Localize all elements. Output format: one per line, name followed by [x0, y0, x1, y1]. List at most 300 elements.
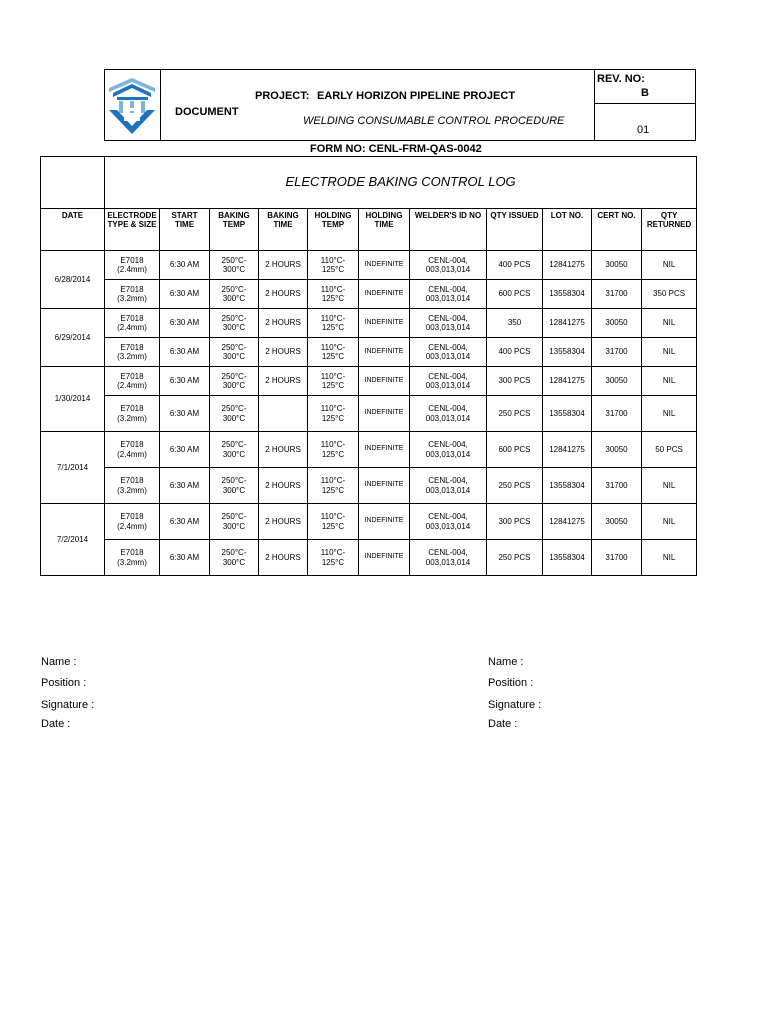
baking-temp-cell-text: 250°C-	[221, 548, 247, 558]
lot-no-cell	[543, 367, 592, 396]
baking-temp-cell	[210, 338, 259, 367]
baking-time-cell	[259, 540, 308, 576]
start-time-cell-text: 6:30 AM	[169, 408, 200, 418]
holding-temp-cell-text: 125°C	[321, 413, 345, 423]
qty-issued-cell-text: 600 PCS	[498, 289, 531, 299]
date-cell	[41, 251, 105, 309]
welder-id-cell-text: CENL-004,	[428, 255, 468, 265]
qty-issued-cell	[487, 309, 543, 338]
welder-id-cell-text: 003,013,014	[425, 485, 471, 495]
holding-temp-cell-text: 125°C	[321, 381, 345, 390]
cert-no-cell	[592, 251, 642, 280]
qty-issued-cell	[487, 432, 543, 468]
baking-temp-cell-text: 300°C	[222, 352, 246, 361]
holding-temp-cell	[308, 338, 359, 367]
qty-issued-cell	[487, 540, 543, 576]
welder-id-cell-text: 003,013,014	[425, 381, 471, 390]
holding-temp-cell	[308, 280, 359, 309]
baking-temp-cell	[210, 367, 259, 396]
holding-time-cell	[359, 396, 410, 432]
baking-temp-cell-text: 250°C-	[221, 313, 247, 323]
project-name: EARLY HORIZON PIPELINE PROJECT	[317, 90, 516, 102]
electrode-cell-text: E7018	[120, 404, 144, 414]
holding-temp-cell-text: 110°C-	[320, 342, 346, 352]
lot-no-cell	[543, 504, 592, 540]
electrode-cell-text: E7018	[120, 548, 144, 558]
start-time-cell-text: 6:30 AM	[169, 347, 200, 357]
electrode-cell-text: E7018	[120, 342, 144, 352]
welder-id-cell-text: 003,013,014	[425, 265, 471, 274]
qty-issued-cell-text: 400 PCS	[498, 260, 531, 270]
left-date-label: Date :	[41, 718, 71, 730]
welder-id-cell	[410, 468, 487, 504]
qty-returned-cell	[642, 396, 697, 432]
lot-no-cell	[543, 251, 592, 280]
qty-returned-cell-text: NIL	[662, 376, 676, 386]
electrode-cell-text: (3.2mm)	[117, 352, 147, 361]
right-date-label: Date :	[488, 718, 518, 730]
holding-temp-cell-text: 110°C-	[320, 548, 346, 558]
column-header: BAKING TIME	[259, 209, 308, 251]
baking-temp-cell-text: 300°C	[222, 294, 246, 303]
qty-issued-cell-text: 350	[507, 318, 522, 328]
welder-id-cell-text: 003,013,014	[425, 323, 471, 332]
baking-temp-cell-text: 300°C	[222, 265, 246, 274]
date-cell-text: 1/30/2014	[54, 394, 91, 404]
qty-issued-cell	[487, 468, 543, 504]
qty-returned-cell-text: NIL	[662, 552, 676, 562]
electrode-cell-text: E7018	[120, 371, 144, 381]
holding-temp-cell-text: 110°C-	[320, 313, 346, 323]
column-header: START TIME	[160, 209, 210, 251]
holding-temp-cell-text: 125°C	[321, 265, 345, 274]
holding-temp-cell	[308, 396, 359, 432]
qty-returned-cell	[642, 280, 697, 309]
lot-no-cell	[543, 309, 592, 338]
lot-no-cell-text: 12841275	[549, 318, 585, 328]
electrode-cell-text: (2.4mm)	[117, 381, 147, 390]
baking-time-cell-text: 2 HOURS	[265, 347, 301, 357]
baking-temp-cell-text: 250°C-	[221, 440, 247, 450]
qty-issued-cell	[487, 504, 543, 540]
lot-no-cell-text: 13558304	[549, 408, 585, 418]
welder-id-cell-text: CENL-004,	[428, 284, 468, 294]
lot-no-cell-text: 12841275	[549, 376, 585, 386]
cert-no-cell-text: 30050	[605, 260, 628, 270]
baking-temp-cell	[210, 309, 259, 338]
qty-issued-cell-text: 400 PCS	[498, 347, 531, 357]
baking-temp-cell-text: 300°C	[222, 485, 246, 495]
holding-time-cell-text: INDEFINITE	[364, 517, 404, 525]
page-value: 01	[637, 124, 650, 136]
electrode-cell	[105, 338, 160, 367]
lot-no-cell-text: 12841275	[549, 260, 585, 270]
electrode-cell-text: E7018	[120, 313, 144, 323]
baking-time-cell	[259, 367, 308, 396]
column-header: LOT NO.	[543, 209, 592, 251]
welder-id-cell-text: CENL-004,	[428, 313, 468, 323]
column-header: HOLDING TEMP	[308, 209, 359, 251]
baking-temp-cell	[210, 468, 259, 504]
baking-time-cell	[259, 396, 308, 432]
electrode-cell	[105, 468, 160, 504]
qty-returned-cell-text: NIL	[662, 408, 676, 418]
baking-temp-cell-text: 300°C	[222, 323, 246, 332]
baking-temp-cell-text: 250°C-	[221, 255, 247, 265]
date-cell-text: 7/1/2014	[56, 462, 89, 472]
holding-temp-cell-text: 110°C-	[320, 512, 346, 522]
right-position-label: Position :	[488, 677, 534, 689]
welder-id-cell-text: CENL-004,	[428, 476, 468, 486]
holding-temp-cell-text: 110°C-	[320, 371, 346, 381]
holding-time-cell-text: INDEFINITE	[364, 347, 404, 355]
cert-no-cell-text: 30050	[605, 516, 628, 526]
welder-id-cell	[410, 504, 487, 540]
electrode-cell	[105, 396, 160, 432]
electrode-cell-text: (3.2mm)	[117, 413, 147, 423]
holding-temp-cell	[308, 540, 359, 576]
qty-issued-cell-text: 600 PCS	[498, 444, 531, 454]
welder-id-cell	[410, 338, 487, 367]
welder-id-cell-text: 003,013,014	[425, 557, 471, 567]
holding-time-cell-text: INDEFINITE	[364, 481, 404, 489]
document-header	[104, 69, 696, 141]
holding-temp-cell	[308, 468, 359, 504]
start-time-cell	[160, 280, 210, 309]
holding-temp-cell	[308, 367, 359, 396]
holding-temp-cell-text: 125°C	[321, 557, 345, 567]
holding-time-cell	[359, 540, 410, 576]
lot-no-cell-text: 13558304	[549, 289, 585, 299]
welder-id-cell-text: 003,013,014	[425, 352, 471, 361]
lot-no-cell-text: 12841275	[549, 516, 585, 526]
table-row	[41, 432, 697, 468]
qty-returned-cell-text: NIL	[662, 347, 676, 357]
welder-id-cell-text: CENL-004,	[428, 371, 468, 381]
date-cell-text: 6/28/2014	[54, 274, 91, 284]
start-time-cell-text: 6:30 AM	[169, 552, 200, 562]
header-row	[41, 209, 697, 251]
holding-time-cell-text: INDEFINITE	[364, 553, 404, 561]
baking-time-cell-text: 2 HOURS	[265, 318, 301, 328]
qty-issued-cell	[487, 251, 543, 280]
project-label: PROJECT:	[255, 90, 310, 102]
holding-temp-cell-text: 125°C	[321, 521, 345, 531]
column-header: CERT NO.	[592, 209, 642, 251]
holding-time-cell-text: INDEFINITE	[364, 445, 404, 453]
baking-temp-cell-text: 300°C	[222, 449, 246, 459]
holding-time-cell	[359, 468, 410, 504]
table-row	[41, 338, 697, 367]
start-time-cell	[160, 432, 210, 468]
holding-time-cell-text: INDEFINITE	[364, 289, 404, 297]
cert-no-cell	[592, 309, 642, 338]
qty-returned-cell	[642, 309, 697, 338]
qty-issued-cell-text: 300 PCS	[498, 376, 531, 386]
baking-time-cell	[259, 338, 308, 367]
electrode-cell	[105, 504, 160, 540]
holding-temp-cell	[308, 251, 359, 280]
electrode-cell-text: (2.4mm)	[117, 323, 147, 332]
welder-id-cell-text: CENL-004,	[428, 404, 468, 414]
electrode-cell	[105, 432, 160, 468]
cert-no-cell	[592, 280, 642, 309]
qty-returned-cell	[642, 367, 697, 396]
cert-no-cell-text: 31700	[605, 289, 628, 299]
baking-time-cell	[259, 432, 308, 468]
holding-time-cell-text: INDEFINITE	[364, 318, 404, 326]
lot-no-cell-text: 13558304	[549, 480, 585, 490]
qty-returned-cell-text: NIL	[662, 480, 676, 490]
baking-time-cell	[259, 504, 308, 540]
holding-time-cell-text: INDEFINITE	[364, 409, 404, 417]
baking-time-cell-text: 2 HOURS	[265, 552, 301, 562]
column-header: HOLDING TIME	[359, 209, 410, 251]
date-cell-text: 6/29/2014	[54, 332, 91, 342]
holding-temp-cell-text: 110°C-	[320, 404, 346, 414]
right-signature-label: Signature :	[488, 699, 542, 711]
baking-time-cell-text: 2 HOURS	[265, 260, 301, 270]
welder-id-cell	[410, 309, 487, 338]
lot-no-cell	[543, 338, 592, 367]
start-time-cell-text: 6:30 AM	[169, 376, 200, 386]
qty-returned-cell	[642, 540, 697, 576]
electrode-cell-text: E7018	[120, 476, 144, 486]
welder-id-cell-text: CENL-004,	[428, 342, 468, 352]
baking-temp-cell-text: 250°C-	[221, 371, 247, 381]
date-cell	[41, 432, 105, 504]
rev-value: B	[641, 87, 649, 99]
baking-time-cell-text: 2 HOURS	[265, 444, 301, 454]
start-time-cell	[160, 251, 210, 280]
holding-temp-cell-text: 110°C-	[320, 284, 346, 294]
table-row	[41, 280, 697, 309]
lot-no-cell	[543, 396, 592, 432]
baking-temp-cell-text: 250°C-	[221, 476, 247, 486]
start-time-cell	[160, 540, 210, 576]
baking-temp-cell-text: 250°C-	[221, 342, 247, 352]
cert-no-cell	[592, 367, 642, 396]
holding-temp-cell-text: 125°C	[321, 352, 345, 361]
cert-no-cell	[592, 468, 642, 504]
qty-issued-cell	[487, 396, 543, 432]
baking-temp-cell-text: 250°C-	[221, 512, 247, 522]
welder-id-cell-text: CENL-004,	[428, 440, 468, 450]
qty-returned-cell	[642, 504, 697, 540]
baking-temp-cell	[210, 280, 259, 309]
baking-time-cell	[259, 468, 308, 504]
date-cell	[41, 367, 105, 432]
baking-time-cell-text: 2 HOURS	[265, 376, 301, 386]
column-header: DATE	[41, 209, 105, 251]
start-time-cell	[160, 367, 210, 396]
qty-returned-cell-text: NIL	[662, 260, 676, 270]
electrode-cell-text: (3.2mm)	[117, 485, 147, 495]
baking-time-cell-text: 2 HOURS	[265, 516, 301, 526]
electrode-cell	[105, 540, 160, 576]
start-time-cell	[160, 468, 210, 504]
document-label: DOCUMENT	[175, 106, 239, 118]
start-time-cell	[160, 396, 210, 432]
electrode-cell-text: E7018	[120, 512, 144, 522]
qty-returned-cell	[642, 468, 697, 504]
baking-temp-cell-text: 300°C	[222, 381, 246, 390]
electrode-cell-text: (3.2mm)	[117, 557, 147, 567]
start-time-cell	[160, 309, 210, 338]
start-time-cell	[160, 504, 210, 540]
holding-temp-cell-text: 125°C	[321, 449, 345, 459]
baking-temp-cell	[210, 432, 259, 468]
holding-time-cell	[359, 504, 410, 540]
baking-temp-cell-text: 250°C-	[221, 284, 247, 294]
start-time-cell-text: 6:30 AM	[169, 516, 200, 526]
welder-id-cell-text: 003,013,014	[425, 294, 471, 303]
baking-temp-cell-text: 300°C	[222, 413, 246, 423]
qty-returned-cell	[642, 432, 697, 468]
welder-id-cell	[410, 540, 487, 576]
lot-no-cell	[543, 280, 592, 309]
holding-temp-cell-text: 125°C	[321, 485, 345, 495]
holding-time-cell	[359, 251, 410, 280]
electrode-cell	[105, 251, 160, 280]
electrode-cell-text: (2.4mm)	[117, 265, 147, 274]
electrode-cell	[105, 367, 160, 396]
qty-returned-cell-text: 350 PCS	[653, 289, 686, 299]
cert-no-cell	[592, 504, 642, 540]
welder-id-cell	[410, 396, 487, 432]
welder-id-cell-text: CENL-004,	[428, 512, 468, 522]
lot-no-cell	[543, 540, 592, 576]
table-row	[41, 540, 697, 576]
welder-id-cell	[410, 367, 487, 396]
electrode-cell	[105, 280, 160, 309]
baking-temp-cell-text: 250°C-	[221, 404, 247, 414]
cert-no-cell-text: 31700	[605, 347, 628, 357]
baking-time-cell	[259, 251, 308, 280]
table-row	[41, 309, 697, 338]
document-title: WELDING CONSUMABLE CONTROL PROCEDURE	[303, 115, 565, 127]
holding-temp-cell-text: 110°C-	[320, 440, 346, 450]
holding-time-cell	[359, 280, 410, 309]
qty-returned-cell-text: NIL	[662, 318, 676, 328]
electrode-baking-table	[40, 156, 697, 576]
column-header: QTY RETURNED	[642, 209, 697, 251]
welder-id-cell-text: 003,013,014	[425, 521, 471, 531]
holding-temp-cell	[308, 432, 359, 468]
cert-no-cell-text: 31700	[605, 480, 628, 490]
electrode-cell-text: (2.4mm)	[117, 521, 147, 531]
welder-id-cell	[410, 432, 487, 468]
welder-id-cell-text: 003,013,014	[425, 449, 471, 459]
left-signature-label: Signature :	[41, 699, 95, 711]
cert-no-cell-text: 31700	[605, 552, 628, 562]
baking-temp-cell-text: 300°C	[222, 557, 246, 567]
qty-returned-cell-text: NIL	[662, 516, 676, 526]
column-header: BAKING TEMP	[210, 209, 259, 251]
cert-no-cell	[592, 432, 642, 468]
baking-time-cell	[259, 280, 308, 309]
table-row	[41, 396, 697, 432]
holding-time-cell-text: INDEFINITE	[364, 376, 404, 384]
qty-issued-cell-text: 250 PCS	[498, 408, 531, 418]
holding-time-cell-text: INDEFINITE	[364, 260, 404, 268]
welder-id-cell-text: CENL-004,	[428, 548, 468, 558]
table-row	[41, 504, 697, 540]
electrode-cell-text: (3.2mm)	[117, 294, 147, 303]
electrode-cell-text: E7018	[120, 255, 144, 265]
qty-issued-cell	[487, 367, 543, 396]
baking-temp-cell	[210, 504, 259, 540]
table-row	[41, 367, 697, 396]
title-blank-cell	[41, 157, 105, 209]
table-row	[41, 468, 697, 504]
start-time-cell-text: 6:30 AM	[169, 318, 200, 328]
start-time-cell-text: 6:30 AM	[169, 480, 200, 490]
lot-no-cell	[543, 468, 592, 504]
holding-time-cell	[359, 309, 410, 338]
rev-label: REV. NO:	[597, 73, 645, 85]
holding-time-cell	[359, 432, 410, 468]
holding-temp-cell	[308, 309, 359, 338]
electrode-cell-text: E7018	[120, 284, 144, 294]
lot-no-cell-text: 12841275	[549, 444, 585, 454]
cert-no-cell	[592, 540, 642, 576]
baking-time-cell	[259, 309, 308, 338]
start-time-cell-text: 6:30 AM	[169, 260, 200, 270]
date-cell	[41, 504, 105, 576]
qty-issued-cell	[487, 280, 543, 309]
qty-returned-cell-text: 50 PCS	[655, 444, 683, 454]
qty-issued-cell	[487, 338, 543, 367]
table-title: ELECTRODE BAKING CONTROL LOG	[105, 157, 697, 209]
electrode-cell	[105, 309, 160, 338]
form-number: FORM NO: CENL-FRM-QAS-0042	[310, 143, 482, 155]
holding-temp-cell-text: 125°C	[321, 323, 345, 332]
cert-no-cell-text: 31700	[605, 408, 628, 418]
baking-temp-cell	[210, 396, 259, 432]
cert-no-cell	[592, 396, 642, 432]
welder-id-cell-text: 003,013,014	[425, 413, 471, 423]
electrode-cell-text: E7018	[120, 440, 144, 450]
holding-temp-cell	[308, 504, 359, 540]
qty-issued-cell-text: 300 PCS	[498, 516, 531, 526]
lot-no-cell-text: 13558304	[549, 347, 585, 357]
baking-time-cell-text: 2 HOURS	[265, 289, 301, 299]
holding-time-cell	[359, 367, 410, 396]
right-name-label: Name :	[488, 656, 524, 668]
baking-temp-cell	[210, 251, 259, 280]
start-time-cell-text: 6:30 AM	[169, 289, 200, 299]
cert-no-cell-text: 30050	[605, 444, 628, 454]
cert-no-cell-text: 30050	[605, 318, 628, 328]
column-header: QTY ISSUED	[487, 209, 543, 251]
baking-temp-cell	[210, 540, 259, 576]
cert-no-cell-text: 30050	[605, 376, 628, 386]
holding-temp-cell-text: 110°C-	[320, 255, 346, 265]
baking-time-cell-text: 2 HOURS	[265, 480, 301, 490]
column-header: ELECTRODE TYPE & SIZE	[105, 209, 160, 251]
qty-returned-cell	[642, 251, 697, 280]
company-logo-icon	[105, 70, 160, 140]
welder-id-cell	[410, 251, 487, 280]
table-row	[41, 251, 697, 280]
left-position-label: Position :	[41, 677, 87, 689]
holding-temp-cell-text: 110°C-	[320, 476, 346, 486]
qty-issued-cell-text: 250 PCS	[498, 552, 531, 562]
holding-temp-cell-text: 125°C	[321, 294, 345, 303]
welder-id-cell	[410, 280, 487, 309]
lot-no-cell	[543, 432, 592, 468]
